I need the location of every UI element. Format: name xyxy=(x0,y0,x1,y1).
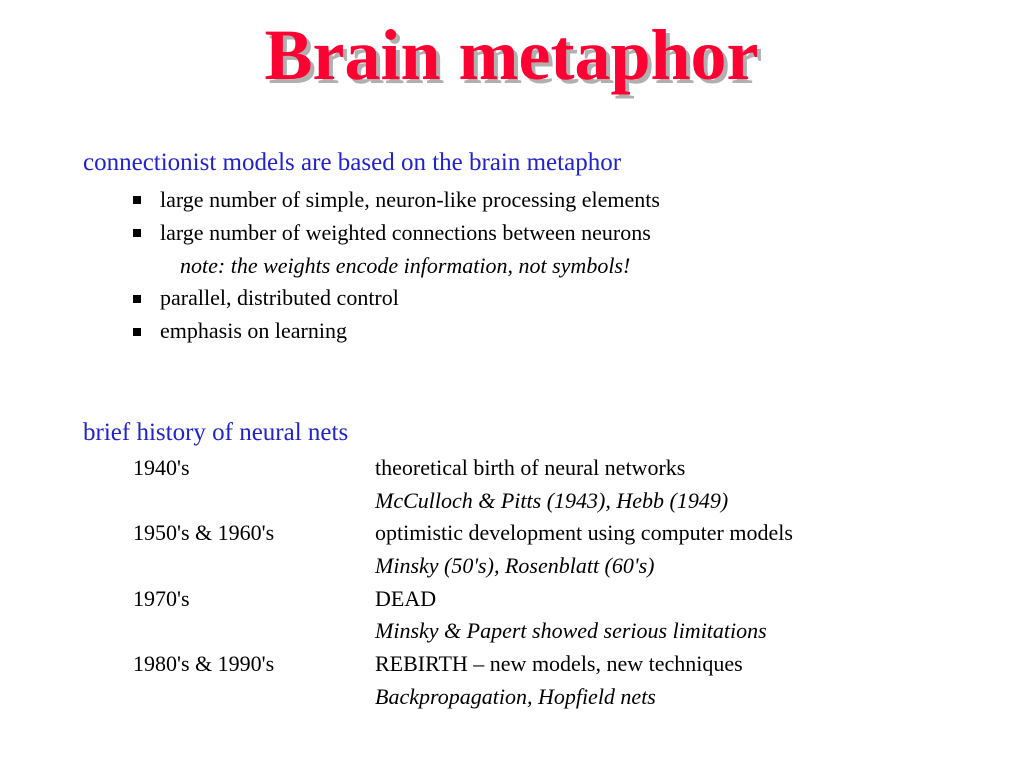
slide-title: Brain metaphor xyxy=(264,15,759,95)
era-event: DEAD xyxy=(375,585,437,611)
era-period: 1970's xyxy=(133,585,190,611)
era-period: 1980's & 1990's xyxy=(133,651,275,677)
square-bullet-icon xyxy=(133,295,141,303)
era-spacer xyxy=(133,615,375,648)
list-item xyxy=(133,217,660,250)
era-refs: Minsky (50's), Rosenblatt (60's) xyxy=(375,553,655,579)
era-spacer xyxy=(133,550,375,583)
era-spacer xyxy=(133,485,375,518)
bullet-text: parallel, distributed control xyxy=(160,285,399,311)
square-bullet-icon xyxy=(133,229,141,237)
connectionist-heading: connectionist models are based on the brain metaphor xyxy=(83,149,622,176)
history-row-refs xyxy=(133,485,793,518)
era-refs: Backpropagation, Hopfield nets xyxy=(375,683,656,709)
list-item xyxy=(133,282,660,315)
list-item xyxy=(133,315,660,348)
era-refs: Minsky & Papert showed serious limitations xyxy=(375,618,767,644)
era-refs: McCulloch & Pitts (1943), Hebb (1949) xyxy=(375,487,729,513)
square-bullet-icon xyxy=(133,196,141,204)
square-bullet-icon xyxy=(133,328,141,336)
history-heading: brief history of neural nets xyxy=(83,419,349,446)
era-event: REBIRTH – new models, new techniques xyxy=(375,651,743,677)
bullet-text: large number of weighted connections between neurons xyxy=(160,219,651,245)
era-event: theoretical birth of neural networks xyxy=(375,455,686,480)
history-row-refs xyxy=(133,550,793,583)
note-text: note: the weights encode information, not symbols! xyxy=(180,252,631,278)
connectionist-bullet-list xyxy=(133,184,660,348)
bullet-text: emphasis on learning xyxy=(160,318,347,344)
history-row xyxy=(133,452,793,485)
weights-note xyxy=(133,250,660,283)
era-spacer xyxy=(133,681,375,714)
bullet-text: large number of simple, neuron-like processing elements xyxy=(160,187,660,212)
history-row xyxy=(133,517,793,550)
era-period: 1950's & 1960's xyxy=(133,520,275,546)
history-row xyxy=(133,583,793,616)
history-timeline xyxy=(133,452,793,714)
list-item xyxy=(133,184,660,217)
era-event: optimistic development using computer models xyxy=(375,520,793,546)
history-row-refs xyxy=(133,615,793,648)
history-row xyxy=(133,648,793,681)
history-row-refs xyxy=(133,681,793,714)
era-period: 1940's xyxy=(133,455,190,480)
